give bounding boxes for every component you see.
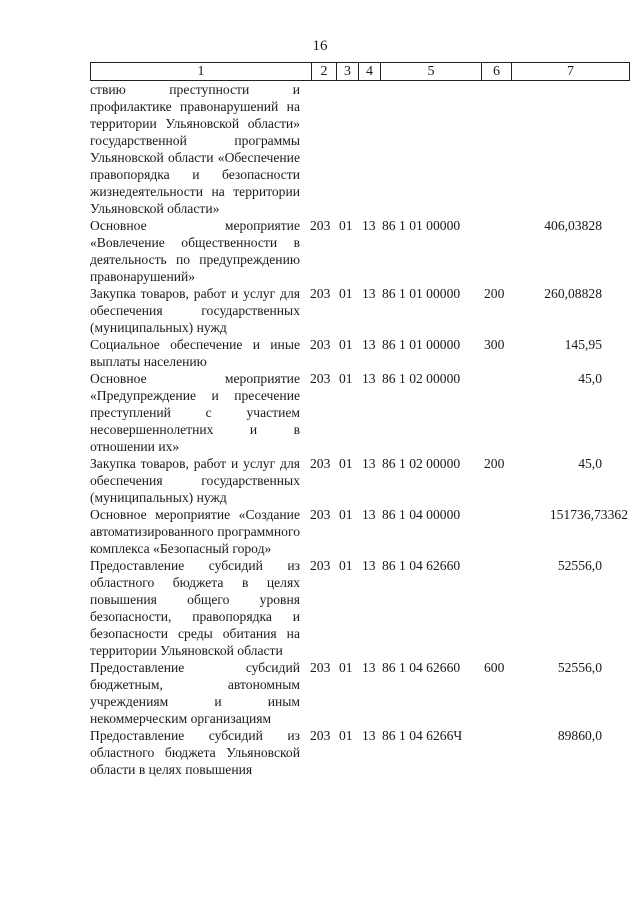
cell-subsection: 13 [362, 558, 376, 573]
page-number: 16 [312, 38, 328, 54]
cell-target-code: 86 1 04 62660 [382, 558, 461, 573]
cell-section: 01 [339, 286, 353, 301]
cell-amount: 145,95 [564, 337, 602, 352]
cell-ministry: 203 [310, 558, 331, 573]
header-col-2: 2 [311, 63, 336, 80]
cell-subsection: 13 [362, 337, 376, 352]
table-header [90, 62, 630, 81]
cell-target-code: 86 1 01 00000 [382, 337, 461, 352]
cell-ministry: 203 [310, 660, 331, 675]
row-description: Предоставление субсидий из областного бюджета в целях повышения общего уровня безопасности, правопорядка и безопасности среды обитания на территории Ульяновской области [90, 558, 300, 658]
cell-subsection: 13 [362, 507, 376, 522]
row-description: Закупка товаров, работ и услуг для обеспечения государственных (муниципальных) нужд [90, 286, 300, 335]
cell-section: 01 [339, 558, 353, 573]
cell-section: 01 [339, 507, 353, 522]
cell-target-code: 86 1 04 6266Ч [382, 728, 463, 743]
cell-ministry: 203 [310, 456, 331, 471]
table-row [90, 727, 630, 778]
cell-target-code: 86 1 02 00000 [382, 371, 461, 386]
cell-ministry: 203 [310, 218, 331, 233]
cell-expense-type: 600 [484, 660, 505, 675]
table-row [90, 455, 630, 506]
cell-section: 01 [339, 371, 353, 386]
table-body [90, 81, 630, 778]
header-col-7: 7 [511, 63, 629, 80]
cell-amount: 45,0 [578, 456, 602, 471]
cell-section: 01 [339, 728, 353, 743]
header-col-5: 5 [380, 63, 481, 80]
cell-amount: 406,03828 [544, 218, 602, 233]
row-description: Закупка товаров, работ и услуг для обеспечения государственных (муниципальных) нужд [90, 456, 300, 505]
cell-subsection: 13 [362, 218, 376, 233]
cell-target-code: 86 1 01 00000 [382, 286, 461, 301]
cell-expense-type: 200 [484, 286, 505, 301]
cell-target-code: 86 1 04 00000 [382, 507, 461, 522]
cell-section: 01 [339, 456, 353, 471]
table-row [90, 659, 630, 727]
cell-subsection: 13 [362, 456, 376, 471]
cell-amount: 45,0 [578, 371, 602, 386]
cell-target-code: 86 1 02 00000 [382, 456, 461, 471]
table-row [90, 285, 630, 336]
table-row [90, 217, 630, 285]
row-description: Социальное обеспечение и иные выплаты населению [90, 337, 300, 369]
cell-ministry: 203 [310, 507, 331, 522]
table-row [90, 336, 630, 370]
cell-expense-type: 200 [484, 456, 505, 471]
cell-section: 01 [339, 218, 353, 233]
row-description: Основное мероприятие «Предупреждение и пресечение преступлений с участием несовершеннолетних и в отношении их» [90, 371, 300, 454]
header-col-6: 6 [481, 63, 511, 80]
table-row [90, 557, 630, 659]
cell-ministry: 203 [310, 337, 331, 352]
header-col-4: 4 [358, 63, 380, 80]
cell-subsection: 13 [362, 286, 376, 301]
cell-section: 01 [339, 337, 353, 352]
row-description: Основное мероприятие «Вовлечение общественности в деятельность по предупреждению правонарушений» [90, 218, 300, 284]
cell-amount: 260,08828 [544, 286, 602, 301]
cell-subsection: 13 [362, 660, 376, 675]
cell-amount: 89860,0 [557, 728, 602, 743]
header-col-3: 3 [336, 63, 358, 80]
cell-amount: 52556,0 [557, 558, 602, 573]
row-description: Предоставление субсидий из областного бюджета Ульяновской области в целях повышения [90, 728, 300, 777]
table-row [90, 81, 630, 217]
cell-ministry: 203 [310, 371, 331, 386]
cell-section: 01 [339, 660, 353, 675]
table-row [90, 506, 630, 557]
header-col-1: 1 [197, 64, 205, 79]
cell-ministry: 203 [310, 728, 331, 743]
table-row [90, 370, 630, 455]
cell-expense-type: 300 [484, 337, 505, 352]
row-description: Основное мероприятие «Создание автоматизированного программного комплекса «Безопасный город» [90, 507, 300, 556]
cell-amount: 52556,0 [557, 660, 602, 675]
cell-subsection: 13 [362, 371, 376, 386]
cell-target-code: 86 1 04 62660 [382, 660, 461, 675]
row-description: ствию преступности и профилактике правонарушений на территории Ульяновской области» государственной программы Ульяновской области «Обеспечение правопорядка и безопасности жизнедеятельности на территории Ульяновской области» [90, 82, 300, 216]
cell-subsection: 13 [362, 728, 376, 743]
cell-ministry: 203 [310, 286, 331, 301]
cell-target-code: 86 1 01 00000 [382, 218, 461, 233]
cell-amount: 151736,73362 [549, 507, 628, 522]
row-description: Предоставление субсидий бюджетным, автономным учреждениям и иным некоммерческим организациям [90, 660, 300, 726]
